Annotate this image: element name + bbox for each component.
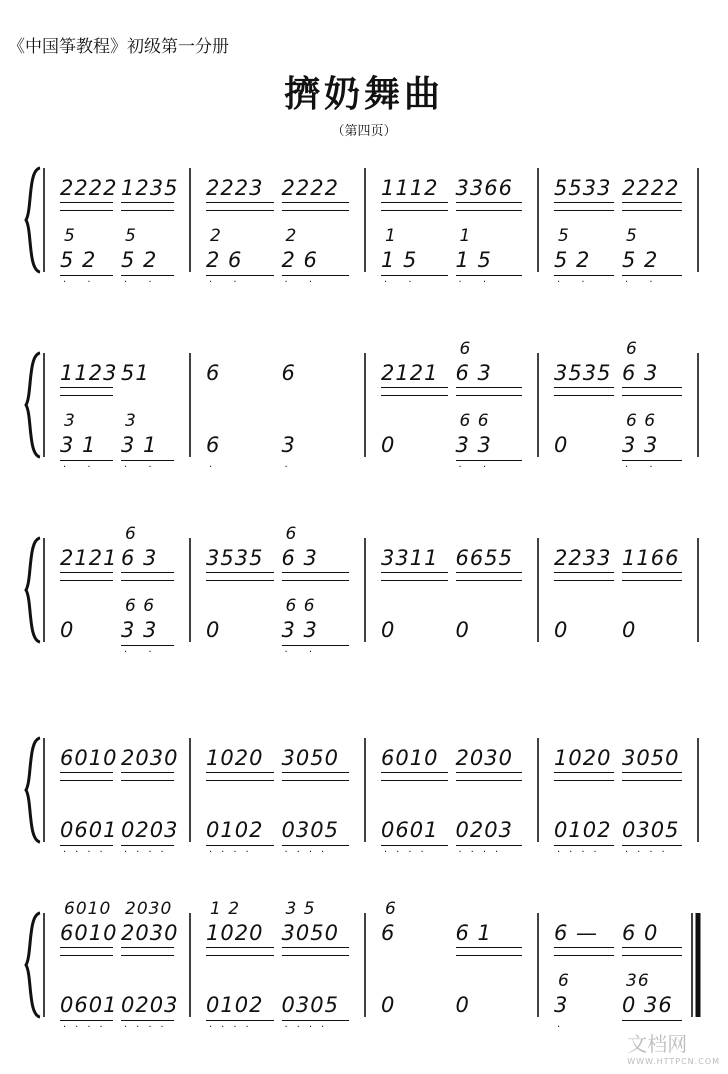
beam-underline	[622, 572, 682, 581]
upper-note-group: 2222	[60, 176, 118, 200]
lower-note-group: 0	[554, 618, 569, 642]
lower-note-group: 3 1	[121, 433, 158, 457]
lower-note-group: 0102	[206, 818, 264, 842]
upper-note-group: 3535	[554, 361, 612, 385]
beam-underline	[121, 845, 174, 846]
lower-note-group: 0	[206, 618, 221, 642]
upper-note-group: 6010	[381, 746, 439, 770]
watermark-brand: 文档网	[627, 1032, 688, 1056]
page-number: （第四页）	[331, 124, 397, 139]
brace	[26, 913, 40, 1017]
beam-underline	[456, 947, 523, 956]
lower-note-group: 3 3	[622, 433, 659, 457]
lower-note-group: 1 5	[381, 248, 418, 272]
lower-note-group: 0	[381, 618, 396, 642]
beam-underline	[456, 387, 523, 396]
octave-dots: · ·	[124, 277, 161, 288]
lower-note-group: 3	[554, 993, 569, 1017]
beam-underline	[282, 275, 350, 276]
score-system	[0, 160, 728, 288]
octave-dots: · ·	[384, 277, 421, 288]
beam-underline	[282, 572, 350, 581]
upper-note-group: 2223	[206, 176, 264, 200]
octave-dots: · ·	[458, 277, 496, 288]
upper-note-stack: 1	[385, 226, 397, 246]
score-system	[0, 524, 728, 658]
beam-underline	[622, 947, 682, 956]
beam-underline	[456, 572, 523, 581]
beam-underline	[206, 947, 274, 956]
upper-note-group: 3050	[281, 746, 339, 770]
upper-note-group: 6 3	[455, 361, 492, 385]
upper-note-group: 6 —	[554, 921, 599, 945]
beam-underline	[60, 572, 113, 581]
beam-underline	[554, 275, 614, 276]
beam-underline	[282, 1020, 350, 1021]
octave-dots: ····	[209, 1022, 258, 1033]
octave-dots: ····	[124, 847, 173, 858]
watermark	[627, 1028, 720, 1066]
upper-note-group: 1020	[554, 746, 612, 770]
upper-note-group: 2030	[455, 746, 513, 770]
lower-note-group: 0	[381, 433, 396, 457]
beam-underline	[622, 275, 682, 276]
upper-note-group: 3050	[622, 746, 680, 770]
upper-note-stack: 1	[459, 226, 472, 246]
octave-dots: ····	[284, 847, 334, 858]
upper-note-stack: 1 2	[210, 899, 241, 919]
beam-underline	[206, 202, 274, 211]
book-title: 《中国筝教程》初级第一分册	[8, 37, 229, 57]
beam-underline	[622, 387, 682, 396]
upper-note-group: 2121	[381, 361, 439, 385]
lower-note-group: 0 36	[622, 993, 673, 1017]
upper-note-stack: 5	[125, 226, 137, 246]
lower-note-group: 0	[381, 993, 396, 1017]
octave-dots: · ·	[284, 647, 322, 658]
upper-note-stack: 6	[558, 971, 570, 991]
score-system	[0, 730, 728, 858]
upper-note-group: 1123	[60, 361, 118, 385]
upper-note-group: 1020	[206, 746, 264, 770]
lower-note-group: 0	[60, 618, 75, 642]
lower-note-group: 6	[206, 433, 221, 457]
upper-note-group: 2233	[554, 546, 612, 570]
upper-note-stack: 2	[285, 226, 298, 246]
beam-underline	[381, 772, 448, 781]
upper-note-group: 6 1	[455, 921, 492, 945]
beam-underline	[282, 772, 350, 781]
octave-dots: · ·	[124, 462, 161, 473]
upper-note-stack: 6	[459, 339, 472, 359]
beam-underline	[60, 460, 113, 461]
upper-note-stack: 3 5	[285, 899, 316, 919]
beam-underline	[121, 572, 174, 581]
upper-note-group: 2030	[121, 746, 179, 770]
beam-underline	[121, 275, 174, 276]
octave-dots: · ·	[124, 647, 161, 658]
lower-note-group: 3 1	[60, 433, 97, 457]
upper-note-group: 2121	[60, 546, 118, 570]
octave-dots: ····	[63, 1022, 112, 1033]
upper-note-group: 6010	[60, 921, 118, 945]
upper-note-group: 1166	[622, 546, 680, 570]
beam-underline	[282, 202, 350, 211]
octave-dots: · ·	[63, 462, 100, 473]
lower-note-group: 0305	[622, 818, 680, 842]
beam-underline	[60, 1020, 113, 1021]
beam-underline	[381, 202, 448, 211]
octave-dots: ····	[557, 847, 606, 858]
octave-dots: · ·	[625, 277, 662, 288]
beam-underline	[456, 772, 523, 781]
lower-note-group: 3	[281, 433, 296, 457]
upper-note-group: 3050	[281, 921, 339, 945]
beam-underline	[60, 275, 113, 276]
octave-dots: ·	[209, 462, 222, 473]
upper-note-stack: 6010	[64, 899, 112, 919]
upper-note-stack: 5	[64, 226, 76, 246]
lower-note-group: 5 2	[60, 248, 97, 272]
upper-note-stack: 6	[285, 524, 298, 544]
octave-dots: ·	[557, 1022, 570, 1033]
lower-note-group: 0203	[121, 993, 179, 1017]
brace	[26, 538, 40, 642]
lower-note-group: 0305	[281, 818, 339, 842]
lower-note-group: 3 3	[455, 433, 492, 457]
beam-underline	[554, 202, 614, 211]
octave-dots: ·	[284, 462, 297, 473]
upper-note-stack: 5	[558, 226, 570, 246]
upper-note-group: 3311	[381, 546, 439, 570]
brace	[26, 168, 40, 272]
lower-note-group: 0	[455, 993, 470, 1017]
beam-underline	[60, 202, 113, 211]
lower-note-group: 0	[455, 618, 470, 642]
beam-underline	[554, 572, 614, 581]
upper-note-group: 3366	[455, 176, 513, 200]
beam-underline	[622, 202, 682, 211]
upper-note-stack: 3	[64, 411, 76, 431]
octave-dots: · ·	[63, 277, 100, 288]
beam-underline	[282, 947, 350, 956]
beam-underline	[60, 845, 113, 846]
upper-note-group: 6655	[455, 546, 513, 570]
upper-note-group: 1020	[206, 921, 264, 945]
upper-note-stack: 2030	[125, 899, 173, 919]
beam-underline	[206, 845, 274, 846]
upper-note-group: 5533	[554, 176, 612, 200]
upper-note-group: 6 3	[622, 361, 659, 385]
beam-underline	[456, 275, 523, 276]
beam-underline	[206, 572, 274, 581]
upper-note-group: 2222	[622, 176, 680, 200]
beam-underline	[121, 202, 174, 211]
beam-underline	[554, 387, 614, 396]
beam-underline	[456, 460, 523, 461]
brace	[26, 353, 40, 457]
upper-note-group: 6	[281, 361, 296, 385]
beam-underline	[456, 202, 523, 211]
upper-note-group: 6010	[60, 746, 118, 770]
octave-dots: ····	[124, 1022, 173, 1033]
beam-underline	[206, 275, 274, 276]
beam-underline	[121, 645, 174, 646]
beam-underline	[60, 772, 113, 781]
octave-dots: ····	[284, 1022, 334, 1033]
upper-note-group: 1235	[121, 176, 179, 200]
beam-underline	[60, 387, 113, 396]
upper-note-group: 1112	[381, 176, 439, 200]
beam-underline	[381, 572, 448, 581]
score-system	[0, 899, 728, 1033]
upper-note-stack: 2	[210, 226, 222, 246]
upper-note-stack: 6 6	[125, 596, 156, 616]
octave-dots: · ·	[209, 277, 246, 288]
upper-note-stack: 6	[125, 524, 137, 544]
beam-underline	[622, 1020, 682, 1021]
lower-note-group: 1 5	[455, 248, 492, 272]
octave-dots: ····	[384, 847, 433, 858]
upper-note-stack: 6 6	[459, 411, 490, 431]
beam-underline	[381, 387, 448, 396]
upper-note-stack: 3	[125, 411, 137, 431]
upper-note-group: 6 3	[121, 546, 158, 570]
beam-underline	[206, 772, 274, 781]
lower-note-group: 0102	[206, 993, 264, 1017]
upper-note-group: 6	[381, 921, 396, 945]
brace	[26, 738, 40, 842]
lower-note-group: 3 3	[121, 618, 158, 642]
beam-underline	[622, 845, 682, 846]
beam-underline	[554, 845, 614, 846]
upper-note-stack: 6 6	[626, 411, 657, 431]
upper-note-group: 6 0	[622, 921, 659, 945]
lower-note-group: 0102	[554, 818, 612, 842]
beam-underline	[206, 1020, 274, 1021]
octave-dots: ····	[63, 847, 112, 858]
lower-note-group: 0	[554, 433, 569, 457]
octave-dots: ····	[458, 847, 508, 858]
beam-underline	[282, 645, 350, 646]
upper-note-stack: 6	[626, 339, 638, 359]
lower-note-group: 0203	[455, 818, 513, 842]
beam-underline	[60, 947, 113, 956]
upper-note-group: 51	[121, 361, 150, 385]
octave-dots: · ·	[284, 277, 322, 288]
score-system	[0, 339, 728, 473]
lower-note-group: 0	[622, 618, 637, 642]
upper-note-stack: 6	[385, 899, 397, 919]
upper-note-group: 2030	[121, 921, 179, 945]
lower-note-group: 3 3	[281, 618, 318, 642]
lower-note-group: 0601	[60, 993, 118, 1017]
octave-dots: ····	[625, 847, 674, 858]
beam-underline	[381, 275, 448, 276]
lower-note-group: 5 2	[554, 248, 591, 272]
beam-underline	[554, 772, 614, 781]
beam-underline	[282, 845, 350, 846]
upper-note-group: 3535	[206, 546, 264, 570]
upper-note-stack: 36	[626, 971, 650, 991]
beam-underline	[121, 947, 174, 956]
lower-note-group: 2 6	[206, 248, 243, 272]
beam-underline	[456, 845, 523, 846]
beam-underline	[121, 772, 174, 781]
upper-note-group: 6	[206, 361, 221, 385]
piece-title: 擠奶舞曲	[283, 73, 444, 115]
octave-dots: · ·	[458, 462, 496, 473]
beam-underline	[121, 460, 174, 461]
upper-note-group: 2222	[281, 176, 339, 200]
beam-underline	[381, 845, 448, 846]
lower-note-group: 0601	[381, 818, 439, 842]
upper-note-stack: 5	[626, 226, 638, 246]
beam-underline	[121, 1020, 174, 1021]
beam-underline	[554, 947, 614, 956]
beam-underline	[622, 460, 682, 461]
beam-underline	[622, 772, 682, 781]
octave-dots: ····	[209, 847, 258, 858]
upper-note-stack: 6 6	[285, 596, 316, 616]
octave-dots: · ·	[625, 462, 662, 473]
lower-note-group: 0601	[60, 818, 118, 842]
upper-note-group: 6 3	[281, 546, 318, 570]
lower-note-group: 0203	[121, 818, 179, 842]
octave-dots: · ·	[557, 277, 594, 288]
lower-note-group: 0305	[281, 993, 339, 1017]
lower-note-group: 5 2	[121, 248, 158, 272]
watermark-url: WWW.HTTPCN.COM	[627, 1057, 720, 1066]
lower-note-group: 5 2	[622, 248, 659, 272]
lower-note-group: 2 6	[281, 248, 318, 272]
